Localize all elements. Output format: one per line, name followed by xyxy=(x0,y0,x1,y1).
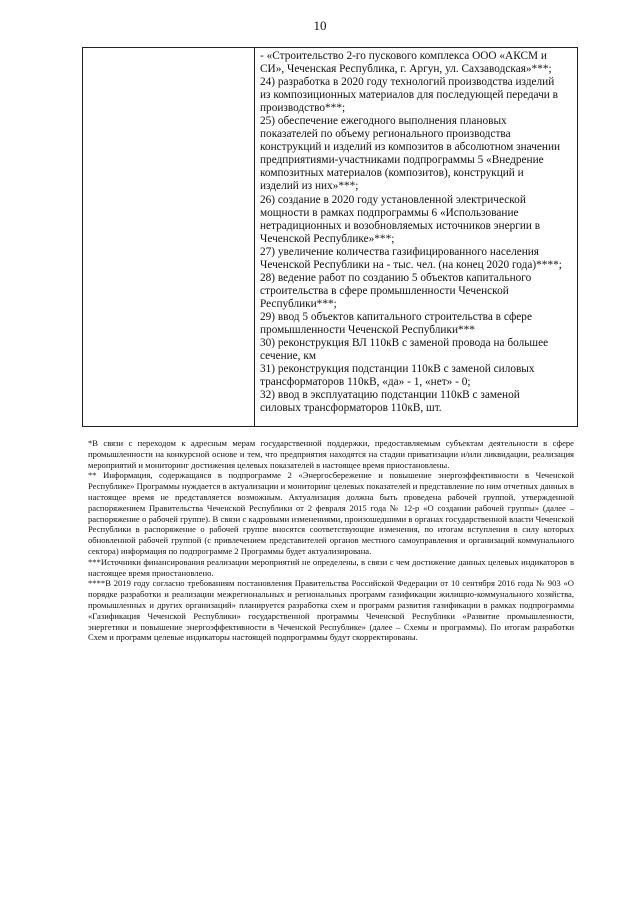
indicators-table xyxy=(82,47,578,427)
indicator-item: - «Строительство 2-го пускового комплекса ООО «АКСМ и СИ», Чеченская Республика, г. Аргун, ул. Сахзаводская»***; xyxy=(260,50,552,76)
page-number: 10 xyxy=(313,18,327,33)
footnotes xyxy=(88,438,574,643)
table-right-cell xyxy=(260,50,575,415)
indicator-item: 28) ведение работ по созданию 5 объектов капитального строительства в сфере промышленности Чеченской Республики***; xyxy=(260,271,532,310)
footnote-4: ****В 2019 году согласно требованиям постановления Правительства Российской Федерации от 10 сентября 2016 года № 903 «О порядке разработки и реализации межрегиональных и региональных программ газификации жилищно-коммунального хозяйства, промышленных и других организаций» планируется разработка схем и программ развития газификации в рамках подпрограммы «Газификация Чеченской Республики» государственной программы Чеченской Республики «Развитие промышленности, энергетики и повышение энергоэффективности в Чеченской Республике» (далее – Схемы и программы). По итогам разработки Схем и программ целевые индикаторы настоящей подпрограммы будут скорректированы. xyxy=(88,578,574,643)
table-left-cell xyxy=(83,48,255,426)
footnote-2: ** Информация, содержащаяся в подпрограмме 2 «Энергосбережение и повышение энергоэффективности в Чеченской Республике» Программы нуждается в актуализации и мониторинг целевых показателей и представление по ним отчетных данных в настоящее время не представляется возможным. Актуализация должна быть проведена рабочей группой, утвержденной распоряжением Правительства Чеченской Республики от 2 февраля 2015 года № 12-р «О создании рабочей группы» (далее – распоряжение о рабочей группе). В связи с кадровыми изменениями, произошедшими в органах государственной власти Чеченской Республики в распоряжение о рабочей группе вносятся соответствующие изменения, по итогам вступления в силу которых обновленной рабочей группой (с привлечением представителей органов местного самоуправления и организаций коммунального сектора) информация по подпрограмме 2 Программы будет актуализирована. xyxy=(88,470,574,556)
indicator-item: 25) обеспечение ежегодного выполнения плановых показателей по объему регионального производства конструкций и изделий из композитов в абсолютном значении предприятиями-участниками подпрограммы 5 «Внедрение композитных материалов (композитов), конструкций и изделий из них»***; xyxy=(260,115,561,193)
indicator-item: 31) реконструкция подстанции 110кВ с заменой силовых трансформаторов 110кВ, «да» - 1, «нет» - 0; xyxy=(260,363,535,389)
indicator-item: 29) ввод 5 объектов капитального строительства в сфере промышленности Чеченской Республики*** xyxy=(260,310,532,336)
indicator-item: 27) увеличение количества газифицированного населения Чеченской Республики на - тыс. чел. (на конец 2020 года)****; xyxy=(260,245,562,271)
footnote-3: ***Источники финансирования реализации мероприятий не определены, в связи с чем достижение данных целевых индикаторов в настоящее время приостановлено. xyxy=(88,556,574,578)
indicator-item: 30) реконструкция ВЛ 110кВ с заменой провода на большее сечение, км xyxy=(260,337,549,363)
footnote-1: *В связи с переходом к адресным мерам государственной поддержки, предоставляемым субъектам деятельности в сфере промышленности на конкурсной основе и тем, что предприятия находятся на стадии приватизации и/или ликвидации, реализация мероприятий и мониторинг достижения целевых показателей в настоящее время приостановлены. xyxy=(88,438,574,470)
indicator-item: 24) разработка в 2020 году технологий производства изделий из композиционных материалов для последующей передачи в производство***; xyxy=(260,76,559,115)
indicator-item: 26) создание в 2020 году установленной электрической мощности в рамках подпрограммы 6 «Использование нетрадиционных и возобновляемых источников энергии в Чеченской Республике»***; xyxy=(260,193,541,245)
indicator-item: 32) ввод в эксплуатацию подстанции 110кВ с заменой силовых трансформаторов 110кВ, шт. xyxy=(260,389,520,415)
